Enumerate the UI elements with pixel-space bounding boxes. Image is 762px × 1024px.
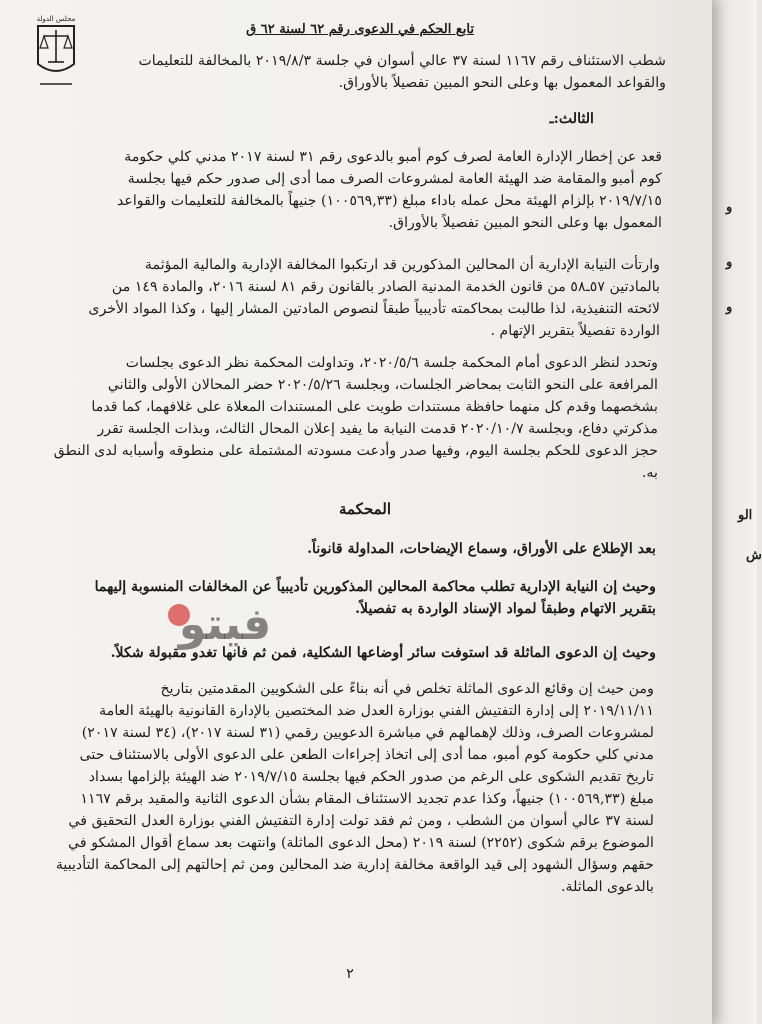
body-line: شطب الاستئناف رقم ١١٦٧ لسنة ٣٧ عالي أسوان في جلسة ٢٠١٩/٨/٣ بالمخالفة للتعليمات [138,53,666,69]
body-line: بالمادتين ٥٧ـ٥٨ من قانون الخدمة المدنية الصادر بالقانون رقم ٨١ لسنة ٢٠١٦، والمادة ١٤٩ من [111,279,660,295]
body-line: وحيث إن الدعوى الماثلة قد استوفت سائر أوضاعها الشكلية، فمن ثم فانها تغدو مقبولة شكلاً. [110,645,656,661]
body-line: المرافعة على النحو الثابت بمحاضر الجلسات، وبجلسة ٢٠٢٠/٥/٢٦ حضر المحالان الأولى والثاني [107,377,658,393]
body-line: قعد عن إخطار الإدارة العامة لصرف كوم أمبو بالدعوى رقم ٣١ لسنة ٢٠١٧ مدني كلي حكومة [124,149,662,165]
body-line: حقهم وسؤال الشهود إلى قيد الواقعة مخالفة إدارية ضد المحالين ومن ثم إحالتهم إلى المحاكمة التأديبية [55,857,654,873]
body-line: لائحته التنفيذية، لذا طالبت بمحاكمته تأديبياً طبقاً لنصوص المادتين المشار إليها ، وكذا المواد الأخرى [88,301,660,317]
body-line: المعمول بها وعلى النحو المبين تفصيلاً بالأوراق. [388,215,662,231]
body-line: والقواعد المعمول بها وعلى النحو المبين تفصيلاً بالأوراق. [338,75,666,91]
body-line: وارتأت النيابة الإدارية أن المحالين المذكورين قد ارتكبوا المخالفة الإدارية والمالية المؤثمة [144,257,660,273]
edge-char: الو [738,508,753,523]
body-line: بعد الإطلاع على الأوراق، وسماع الإيضاحات، المداولة قانوناً. [307,541,656,557]
body-line: مبلغ (١٠٠٥٦٩,٣٣) جنيهاً، وكذا عدم تجديد الاستئناف المقام بشأن الدعوى الثانية والمقيد برقم ١١٦٧ [80,791,654,807]
body-line: ومن حيث إن وقائع الدعوى الماثلة تخلص في أنه بناءً على الشكويين المقدمتين بتاريخ [160,681,654,697]
body-line: تاريخ تقديم الشكوى على الرغم من صدور الحكم فيها بجلسة ٢٠١٩/٧/١٥ ضد الهيئة بإلزامها بسداد [88,769,654,785]
section-heading: المحكمة [338,500,392,518]
body-line: لمشروعات الصرف، وذلك لإهمالهم في مباشرة الدعويين رقمي (٣١ لسنة ٢٠١٧)، (٣٤ لسنة ٢٠١٧) [81,725,654,741]
edge-char: ش [746,548,762,563]
edge-char: و [726,300,733,315]
body-line: حجز الدعوى للحكم بجلسة اليوم، وفيها صدر وأدعت مسودته المشتملة على منطوقه وأسبابه لدى النطق [53,443,658,459]
body-line: بشخصهما وقدم كل منهما حافظة مستندات طويت على المستندات المعلاة على غلافهما، كما قدما [91,399,658,415]
scales-of-justice-icon [34,12,78,94]
edge-char: و [726,255,733,270]
state-council-emblem [34,12,78,94]
body-line: الموضوع برقم شكوى (٢٢٥٢) لسنة ٢٠١٩ (محل الدعوى الماثلة) وانتهت بعد سماع أقوال المشكو في [68,835,654,851]
page-number: ٢ [346,966,354,982]
page-header: تابع الحكم في الدعوى رقم ٦٢ لسنة ٦٢ ق [246,22,474,37]
watermark-logo: فيتو [178,599,272,650]
logo-text: مجلس الدولة [36,15,76,23]
body-line: لسنة ٣٧ عالي أسوان من الشطب ، ومن ثم فقد تولت إدارة التفتيش الفني بوزارة العدل التحقيق في [68,813,654,829]
body-line: ٢٠١٩/١١/١١ إلى إدارة التفتيش الفني بوزارة العدل ضد المختصين بالإدارة القانونية بالهيئة العامة [99,703,654,719]
body-line: وحيث إن النيابة الإدارية تطلب محاكمة المحالين المذكورين تأديبياً عن المخالفات المنسوبة إليهما [94,579,656,595]
body-line: ٢٠١٩/٧/١٥ بإلزام الهيئة محل عمله باداء مبلغ (١٠٠٥٦٩,٣٣) جنيهاً بالمخالفة للتعليمات والقواعد [116,193,662,209]
adjacent-page-edge [712,0,762,1024]
body-line: كوم أمبو والمقامة ضد الهيئة العامة لمشروعات الصرف مما أدى إلى صدور حكم فيها بجلسة [127,171,662,187]
body-line: مذكرتي دفاع، وبجلسة ٢٠٢٠/١٠/٧ قدمت النيابة ما يفيد إعلان المحال الثالث، وبذات الجلسة تقرر [97,421,658,437]
body-line: الواردة تفصيلاً بتقرير الإتهام . [490,323,660,339]
body-line: مدني كلي حكومة كوم أمبو، مما أدى إلى اتخاذ إجراءات الطعن على الدعوى الأولى بالاستئناف حتى [79,747,654,763]
section-label: الثالث:ـ [549,111,594,127]
body-line: وتحدد لنظر الدعوى أمام المحكمة جلسة ٢٠٢٠/٥/٦، وتداولت المحكمة نظر الدعوى بجلسات [125,355,658,371]
body-line: به. [641,465,658,481]
body-line: بالدعوى الماثلة. [560,879,654,895]
body-line: بتقرير الاتهام وطبقاً لمواد الإسناد الواردة به تفصيلاً. [355,601,656,617]
edge-char: و [726,200,733,215]
